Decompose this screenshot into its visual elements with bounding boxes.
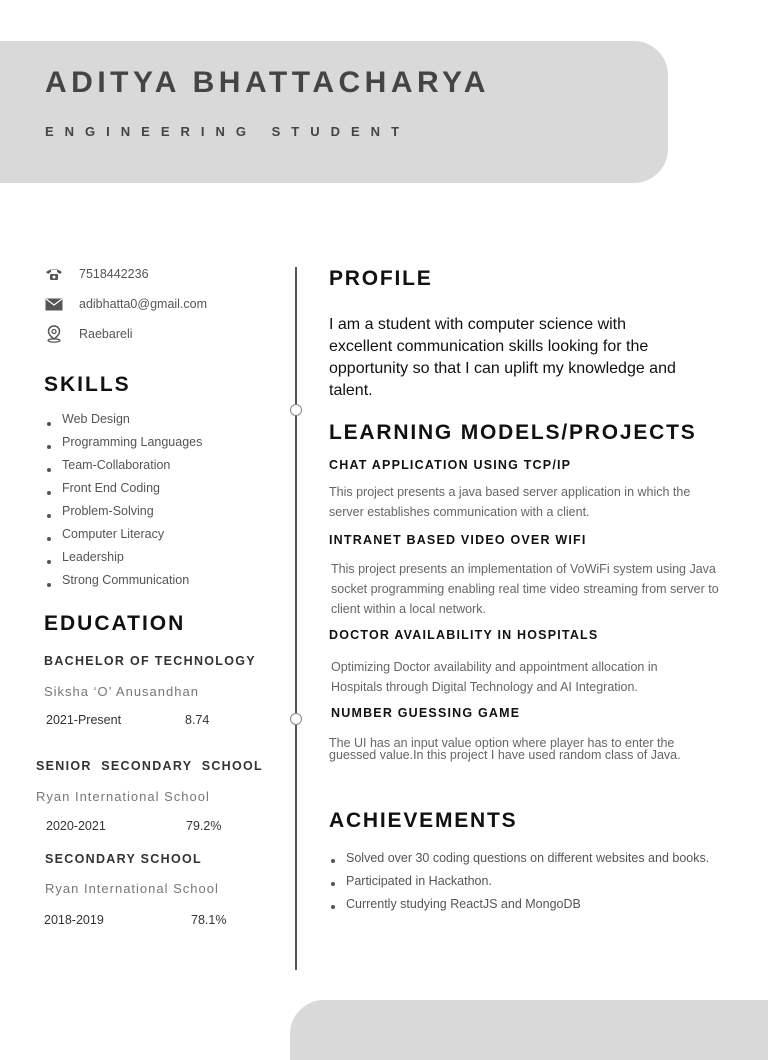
- profile-heading: PROFILE: [329, 267, 433, 290]
- education-school: Ryan International School: [36, 789, 210, 804]
- profile-summary: I am a student with computer science with excellent communication skills looking for the opportunity so that I can uplift my knowledge and talent.: [329, 316, 676, 399]
- skills-list: [44, 409, 202, 593]
- skills-heading: SKILLS: [44, 373, 131, 396]
- project-description: Optimizing Doctor availability and appointment allocation in Hospitals through Digital Technology and AI Integration.: [331, 660, 658, 694]
- education-heading: EDUCATION: [44, 612, 186, 635]
- education-years: 2018-2019: [44, 913, 104, 927]
- list-item: Team-Collaboration: [44, 455, 202, 478]
- education-degree: SENIOR SECONDARY SCHOOL: [36, 759, 263, 773]
- education-score: 8.74: [185, 713, 210, 727]
- education-years: 2021-Present: [46, 713, 122, 727]
- project-title: INTRANET BASED VIDEO OVER WIFI: [329, 533, 587, 547]
- contact-phone: [44, 266, 149, 282]
- education-score: 78.1%: [191, 913, 227, 927]
- projects-heading: LEARNING MODELS/PROJECTS: [329, 421, 697, 444]
- project-title: NUMBER GUESSING GAME: [331, 706, 521, 720]
- list-item: Programming Languages: [44, 432, 202, 455]
- email-address: adibhatta0@gmail.com: [79, 297, 208, 311]
- list-item: Front End Coding: [44, 478, 202, 501]
- list-item: Web Design: [44, 409, 202, 432]
- education-degree: SECONDARY SCHOOL: [45, 852, 202, 866]
- phone-icon: [44, 266, 64, 282]
- list-item: Solved over 30 coding questions on different websites and books.: [329, 848, 709, 871]
- list-item: Problem-Solving: [44, 501, 202, 524]
- achievements-heading: ACHIEVEMENTS: [329, 809, 518, 832]
- divider-marker: [290, 713, 302, 725]
- location-text: Raebareli: [79, 327, 133, 341]
- project-description: This project presents a java based server application in which the server establishes communication with a client.: [329, 485, 691, 519]
- column-divider: [295, 267, 297, 970]
- list-item: Strong Communication: [44, 570, 202, 593]
- list-item: Currently studying ReactJS and MongoDB: [329, 894, 709, 917]
- candidate-role: ENGINEERING STUDENT: [45, 124, 411, 139]
- education-school: Ryan International School: [45, 881, 219, 896]
- project-description: The UI has an input value option where player has to enter the guessed value.In this project I have used random class of Java.: [329, 736, 681, 762]
- divider-marker: [290, 404, 302, 416]
- project-title: CHAT APPLICATION USING TCP/IP: [329, 458, 572, 472]
- email-icon: [44, 296, 64, 312]
- list-item: Computer Literacy: [44, 524, 202, 547]
- education-degree: BACHELOR OF TECHNOLOGY: [44, 654, 256, 668]
- project-title: DOCTOR AVAILABILITY IN HOSPITALS: [329, 628, 599, 642]
- phone-number: 7518442236: [79, 267, 149, 281]
- header-banner: [0, 41, 668, 183]
- footer-banner: [290, 1000, 768, 1060]
- candidate-name: ADITYA BHATTACHARYA: [45, 66, 490, 99]
- contact-email: [44, 296, 207, 312]
- location-pin-icon: [44, 326, 64, 342]
- contact-location: [44, 326, 133, 342]
- education-years: 2020-2021: [46, 819, 106, 833]
- achievements-list: [329, 848, 709, 917]
- list-item: Participated in Hackathon.: [329, 871, 709, 894]
- education-school: Siksha ‘O’ Anusandhan: [44, 684, 199, 699]
- project-description: This project presents an implementation of VoWiFi system using Java socket programming enabling real time video streaming from server to client within a local network.: [331, 562, 719, 616]
- list-item: Leadership: [44, 547, 202, 570]
- education-score: 79.2%: [186, 819, 222, 833]
